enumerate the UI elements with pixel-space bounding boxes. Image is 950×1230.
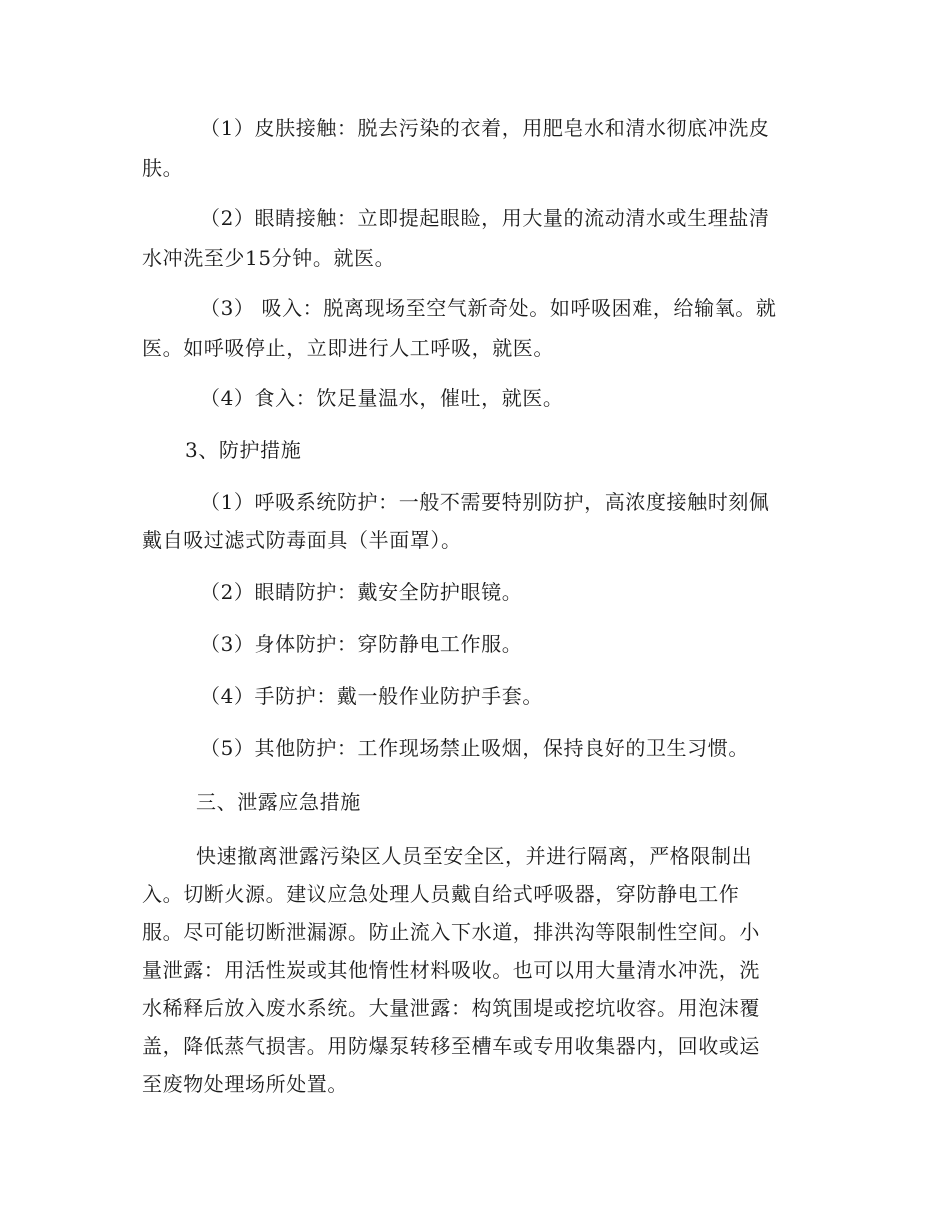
ingestion-line: （4）食入：饮足量温水，催吐，就医。 (200, 386, 564, 410)
leak-paragraph-line: 快速撤离泄露污染区人员至安全区，并进行隔离，严格限制出 (196, 844, 753, 868)
leak-paragraph-line: 盖，降低蒸气损害。用防爆泵转移至槽车或专用收集器内，回收或运 (142, 1034, 760, 1058)
leak-heading: 三、泄露应急措施 (196, 790, 361, 814)
leak-paragraph-line: 量泄露：用活性炭或其他惰性材料吸收。也可以用大量清水冲洗，洗 (142, 958, 760, 982)
respiratory-protection-line-1: （1）呼吸系统防护：一般不需要特别防护，高浓度接触时刻佩 (200, 490, 770, 514)
leak-paragraph-line: 水稀释后放入废水系统。大量泄露：构筑围堤或挖坑收容。用泡沫覆 (142, 996, 760, 1020)
inhalation-line-1: （3） 吸入：脱离现场至空气新奇处。如呼吸困难，给输氧。就 (200, 296, 777, 320)
leak-paragraph-line: 入。切断火源。建议应急处理人员戴自给式呼吸器，穿防静电工作 (142, 882, 740, 906)
protection-heading: 3、防护措施 (185, 438, 302, 462)
eye-contact-line-2: 水冲洗至少15分钟。就医。 (142, 246, 396, 270)
other-protection-line: （5）其他防护：工作现场禁止吸烟，保持良好的卫生习惯。 (200, 736, 749, 760)
eye-contact-line-1: （2）眼睛接触：立即提起眼睑，用大量的流动清水或生理盐清 (200, 206, 770, 230)
leak-paragraph-line: 至废物处理场所处置。 (142, 1072, 348, 1096)
leak-paragraph-line: 服。尽可能切断泄漏源。防止流入下水道，排洪沟等限制性空间。小 (142, 920, 760, 944)
body-protection-line: （3）身体防护：穿防静电工作服。 (200, 632, 523, 656)
hand-protection-line: （4）手防护：戴一般作业防护手套。 (200, 684, 543, 708)
inhalation-line-2: 医。如呼吸停止，立即进行人工呼吸，就医。 (142, 336, 554, 360)
skin-contact-line-1: （1）皮肤接触：脱去污染的衣着，用肥皂水和清水彻底冲洗皮 (200, 116, 770, 140)
skin-contact-line-2: 肤。 (142, 156, 184, 180)
respiratory-protection-line-2: 戴自吸过滤式防毒面具（半面罩）。 (142, 528, 462, 552)
eye-protection-line: （2）眼睛防护：戴安全防护眼镜。 (200, 580, 523, 604)
